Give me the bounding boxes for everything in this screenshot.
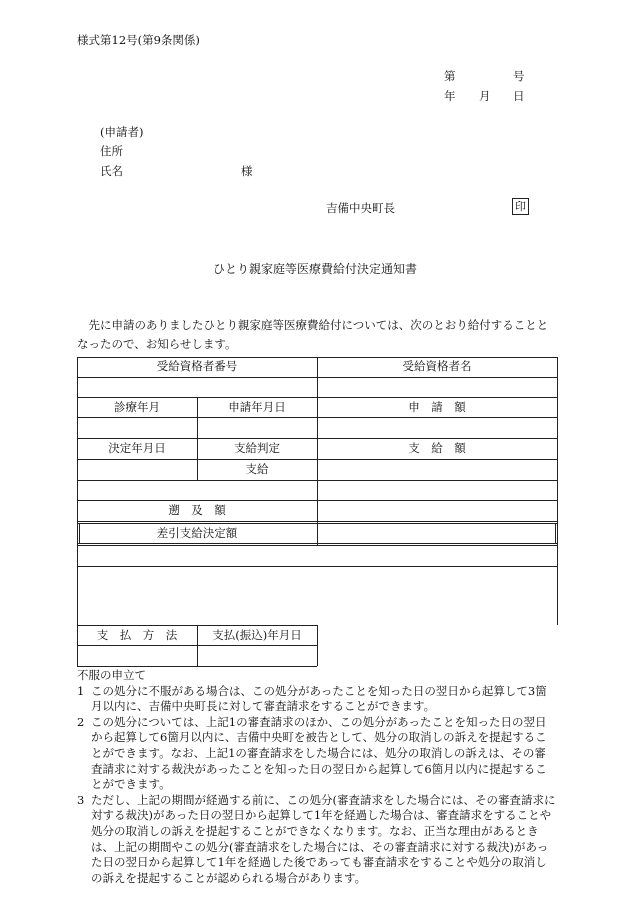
seal-mark — [512, 198, 529, 215]
header-payment-amount: 支 給 額 — [408, 441, 466, 455]
form-number: 様式第12号(第9条関係) — [77, 33, 200, 47]
objection-item — [77, 684, 557, 715]
date-label-month: 月 — [479, 89, 491, 103]
objection-section — [77, 668, 557, 886]
applicant-heading: (申請者) — [100, 125, 144, 139]
intro-paragraph: 先に申請のありましたひとり親家庭等医療費給付については、次のとおり給付することとなったので、お知らせします。 — [77, 318, 549, 351]
applicant-sama: 様 — [241, 164, 253, 178]
header-payment-date: 支払(振込)年月日 — [212, 628, 302, 642]
applicant-address-label: 住所 — [100, 144, 123, 158]
date-label-day: 日 — [513, 89, 525, 103]
header-payment-method: 支 払 方 法 — [96, 628, 178, 642]
objection-item-number: 2 — [77, 714, 85, 729]
objection-item-text: ただし、上記の期間が経過する前に、この処分(審査請求をした場合には、その審査請求に対する裁決)があった日の翌日から起算して1年を経過した場合は、審査請求をすることや処分の取消しの訴えを提起することができなくなります。なお、正当な理由があるときは、上記の期間やこの処分(審査請求をした場合には、その審査請求に対する裁決)があった日の翌日から起算して1年を経過した後であっても審査請求をすることや処分の取消しの訴えを提起することが認められる場合があります。 — [91, 792, 556, 885]
header-eligible-name: 受給資格者名 — [402, 359, 472, 373]
number-label-go: 号 — [513, 69, 525, 83]
table-rule — [77, 666, 317, 667]
issuer-name: 吉備中央町長 — [326, 201, 395, 215]
date-label-year: 年 — [444, 89, 456, 103]
objection-item — [77, 793, 557, 887]
payment-decision-value: 支給 — [245, 462, 269, 476]
objection-heading: 不服の申立て — [77, 668, 146, 682]
benefit-table — [77, 357, 557, 611]
objection-item-text: この処分については、上記1の審査請求のほか、この処分があったことを知った日の翌日から起算して6箇月以内に、吉備中央町を被告として、処分の取消しの訴えを提起することができます。なお、上記1の審査請求をした場合には、処分の取消しの訴えは、その審査請求に対する裁決があったことを知った日の翌日から起算して6箇月以内に提起することができます。 — [91, 714, 547, 792]
objection-item — [77, 715, 557, 793]
header-application-date: 申請年月日 — [228, 400, 286, 414]
header-payment-decision: 支給判定 — [234, 441, 280, 455]
seal-label: 印 — [512, 198, 529, 215]
table-rule — [317, 625, 318, 666]
header-application-amount: 申 請 額 — [408, 400, 466, 414]
number-label-dai: 第 — [444, 69, 456, 83]
header-retroactive-amount: 遡 及 額 — [168, 503, 226, 517]
header-eligible-number: 受給資格者番号 — [156, 359, 238, 373]
objection-item-number: 3 — [77, 792, 85, 807]
applicant-name-label: 氏名 — [100, 164, 123, 178]
table-border-right — [557, 357, 558, 625]
header-treatment-month: 診療年月 — [114, 400, 160, 414]
header-net-payment-amount: 差引支給決定額 — [156, 526, 238, 540]
table-rule — [555, 523, 556, 543]
table-rule — [77, 545, 557, 546]
header-decision-date: 決定年月日 — [108, 441, 166, 455]
document-title: ひとり親家庭等医療費給付決定通知書 — [212, 262, 417, 276]
objection-item-text: この処分に不服がある場合は、この処分があったことを知った日の翌日から起算して3箇月以内に、吉備中央町長に対して審査請求をすることができます。 — [91, 683, 547, 714]
objection-item-number: 1 — [77, 683, 85, 698]
table-rule — [77, 566, 557, 567]
payment-table — [77, 625, 317, 667]
